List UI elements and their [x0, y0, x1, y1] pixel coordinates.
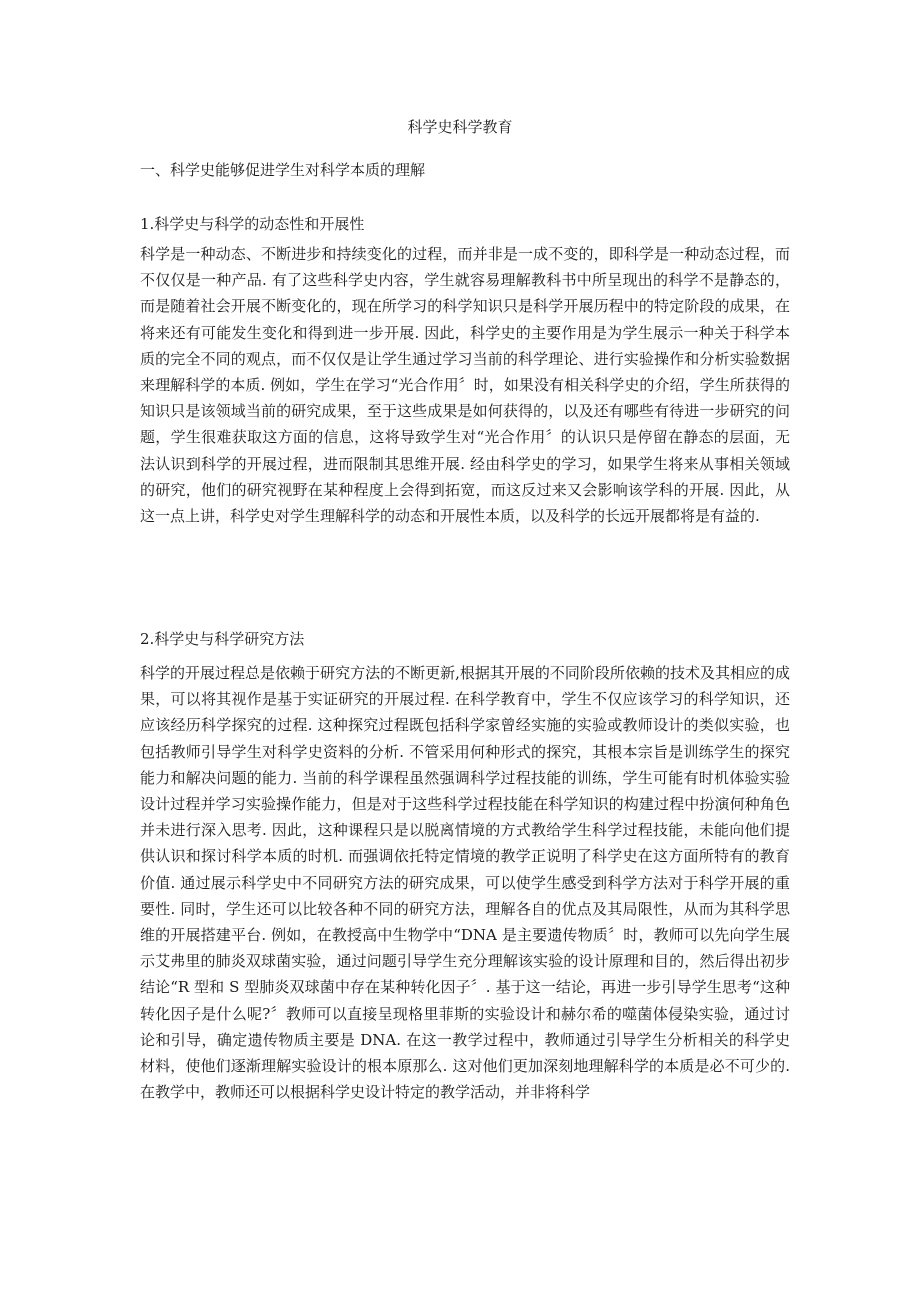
paragraph-2: 科学的开展过程总是依赖于研究方法的不断更新,根据其开展的不同阶段所依赖的技术及其相应的成果，可以将其视作是基于实证研究的开展过程. 在科学教育中，学生不仅应该学习的科学知识，还应该经历科学探究的过程. 这种探究过程既包括科学家曾经实施的实验或教师设计的类似实验，也包括教师引导学生对科学史资料的分析. 不管采用何种形式的探究，其根本宗旨是训练学生的探究能力和解决问题的能力. 当前的科学课程虽然强调科学过程技能的训练，学生可能有时机体验实验设计过程并学习实验操作能力，但是对于这些科学过程技能在科学知识的构建过程中扮演何种角色并未进行深入思考. 因此，这种课程只是以脱离情境的方式教给学生科学过程技能，未能向他们提供认识和探讨科学本质的时机. 而强调依托特定情境的教学正说明了科学史在这方面所特有的教育价值. 通过展示科学史中不同研究方法的研究成果，可以使学生感受到科学方法对于科学开展的重要性. 同时，学生还可以比较各种不同的研究方法，理解各自的优点及其局限性，从而为其科学思维的开展搭建平台. 例如，在教授高中生物学中“DNA 是主要遗传物质〞时，教师可以先向学生展示艾弗里的肺炎双球菌实验，通过问题引导学生充分理解该实验的设计原理和目的，然后得出初步结论“R 型和 S 型肺炎双球菌中存在某种转化因子〞. 基于这一结论，再进一步引导学生思考“这种转化因子是什么呢?〞教师可以直接呈现格里菲斯的实验设计和赫尔希的噬菌体侵染实验，通过讨论和引导，确定遗传物质主要是 DNA. 在这一教学过程中，教师通过引导学生分析相关的科学史材料，使他们逐渐理解实验设计的根本原那么. 这对他们更加深刻地理解科学的本质是必不可少的. 在教学中，教师还可以根据科学史设计特定的教学活动，并非将科学	[140, 664, 790, 1102]
subsection-heading-2: 2.科学史与科学研究方法	[140, 630, 305, 648]
document-title: 科学史科学教育	[407, 118, 513, 136]
subsection-heading-1: 1.科学史与科学的动态性和开展性	[140, 215, 365, 233]
paragraph-1: 科学是一种动态、不断进步和持续变化的过程，而并非是一成不变的，即科学是一种动态过程，而不仅仅是一种产品. 有了这些科学史内容，学生就容易理解教科书中所呈现出的科学不是静态的，而是随着社会开展不断变化的，现在所学习的科学知识只是科学开展历程中的特定阶段的成果，在将来还有可能发生变化和得到进一步开展. 因此，科学史的主要作用是为学生展示一种关于科学本质的完全不同的观点，而不仅仅是让学生通过学习当前的科学理论、进行实验操作和分析实验数据来理解科学的本质. 例如，学生在学习“光合作用〞时，如果没有相关科学史的介绍，学生所获得的知识只是该领域当前的研究成果，至于这些成果是如何获得的，以及还有哪些有待进一步研究的问题，学生很难获取这方面的信息，这将导致学生对“光合作用〞的认识只是停留在静态的层面，无法认识到科学的开展过程，进而限制其思维开展. 经由科学史的学习，如果学生将来从事相关领域的研究，他们的研究视野在某种程度上会得到拓宽，而这反过来又会影响该学科的开展. 因此，从这一点上讲，科学史对学生理解科学的动态和开展性本质，以及科学的长远开展都将是有益的.	[140, 245, 790, 526]
section-heading: 一、科学史能够促进学生对科学本质的理解	[140, 161, 426, 179]
